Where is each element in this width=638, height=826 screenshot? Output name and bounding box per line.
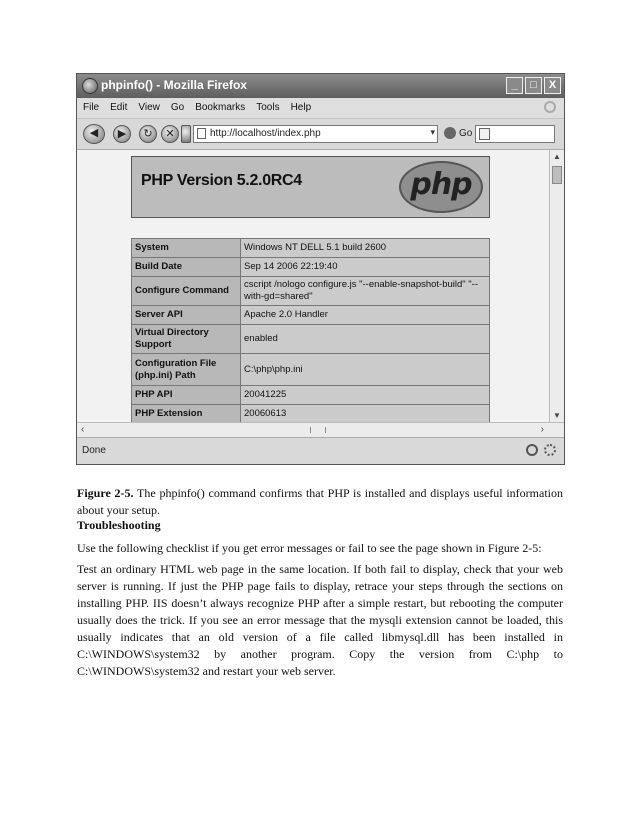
vertical-scrollbar[interactable] (549, 150, 564, 422)
menu-file[interactable]: File (83, 102, 100, 113)
page-content (77, 150, 549, 422)
table-row (132, 354, 490, 386)
forward-arrow-icon[interactable]: ▶ (113, 125, 131, 143)
horizontal-scrollbar[interactable] (77, 422, 564, 437)
php-version-title: PHP Version 5.2.0RC4 (141, 172, 302, 189)
table-row (132, 258, 490, 277)
row-key: Virtual Directory Support (132, 325, 241, 354)
figure-label: Figure 2-5. (77, 486, 134, 500)
minimize-button[interactable]: _ (506, 77, 523, 94)
menu-tools[interactable]: Tools (256, 102, 280, 113)
status-bar (77, 437, 564, 464)
scroll-up-icon[interactable]: ▲ (553, 152, 561, 161)
menu-bookmarks[interactable]: Bookmarks (195, 102, 246, 113)
row-value: cscript /nologo configure.js "--enable-snapshot-build" "--with-gd=shared" (241, 277, 490, 306)
menu-go[interactable]: Go (170, 102, 185, 113)
table-row (132, 239, 490, 258)
stop-icon[interactable]: ✕ (161, 125, 179, 143)
back-arrow-icon[interactable]: ◀ (83, 124, 105, 144)
row-key: System (132, 239, 241, 258)
close-button[interactable]: X (544, 77, 561, 94)
table-row (132, 325, 490, 354)
url-text: http://localhost/index.php (210, 128, 321, 139)
scroll-grip[interactable] (310, 427, 326, 433)
figure-caption (77, 485, 563, 519)
home-icon[interactable] (181, 125, 191, 143)
throbber-icon (544, 101, 556, 113)
row-key: PHP Extension (132, 405, 241, 424)
row-value: C:\php\php.ini (241, 354, 490, 386)
php-logo-text: php (410, 167, 472, 202)
reload-icon[interactable]: ↻ (139, 125, 157, 143)
url-bar[interactable] (193, 125, 438, 143)
row-key: Configuration File (php.ini) Path (132, 354, 241, 386)
table-row (132, 405, 490, 424)
menu-edit[interactable]: Edit (110, 102, 128, 113)
row-key: PHP API (132, 386, 241, 405)
menu-help[interactable]: Help (290, 102, 312, 113)
window-title: phpinfo() - Mozilla Firefox (101, 78, 247, 92)
table-row (132, 277, 490, 306)
scroll-down-icon[interactable]: ▼ (553, 411, 561, 420)
php-version-header (131, 156, 490, 218)
window-controls (506, 77, 561, 94)
go-icon[interactable] (444, 127, 456, 139)
page-icon (197, 128, 206, 139)
table-row (132, 386, 490, 405)
row-key: Server API (132, 306, 241, 325)
row-value: Sep 14 2006 22:19:40 (241, 258, 490, 277)
paragraph-checklist: Test an ordinary HTML web page in the same location. If both fail to display, check that your web server is running. If just the PHP page fails to display, retrace your steps through the sections on installing PHP. IIS doesn’t always recognize PHP after a simple restart, but rebooting the computer usually does the trick. If you see an error message that the mysqli extension cannot be loaded, this usually indicates that an old version of a file called libmysql.dll has been installed in C:\WINDOWS\system32 by another program. Copy the version from C:\php to C:\WINDOWS\system32 and restart your web server. (77, 562, 563, 678)
row-key: Configure Command (132, 277, 241, 306)
scroll-right-icon[interactable]: › (540, 424, 544, 435)
paragraph-intro: Use the following checklist if you get error messages or fail to see the page shown in Figure 2-5: (77, 541, 542, 555)
firefox-icon (82, 78, 98, 94)
browser-screenshot (76, 73, 565, 465)
status-icon (526, 444, 538, 456)
figure-caption-text: The phpinfo() command confirms that PHP is installed and displays useful information about your setup. (77, 486, 563, 517)
php-logo (399, 161, 483, 213)
menu-bar (77, 98, 564, 119)
title-bar (77, 74, 564, 98)
status-text: Done (82, 445, 106, 456)
scroll-left-icon[interactable]: ‹ (81, 424, 85, 435)
go-button[interactable]: Go (459, 128, 473, 139)
row-value: enabled (241, 325, 490, 354)
row-value: 20041225 (241, 386, 490, 405)
row-value: Windows NT DELL 5.1 build 2600 (241, 239, 490, 258)
row-value: Apache 2.0 Handler (241, 306, 490, 325)
search-input[interactable] (475, 125, 555, 143)
scroll-thumb[interactable] (552, 166, 562, 184)
maximize-button[interactable]: □ (525, 77, 542, 94)
section-heading: Troubleshooting (77, 518, 161, 532)
security-icon (544, 444, 556, 456)
row-key: Build Date (132, 258, 241, 277)
search-engine-icon (479, 128, 490, 140)
phpinfo-table (131, 238, 490, 443)
table-row (132, 306, 490, 325)
menu-view[interactable]: View (138, 102, 160, 113)
navigation-toolbar (77, 119, 564, 150)
row-value: 20060613 (241, 405, 490, 424)
chevron-down-icon[interactable]: ▾ (430, 127, 435, 137)
